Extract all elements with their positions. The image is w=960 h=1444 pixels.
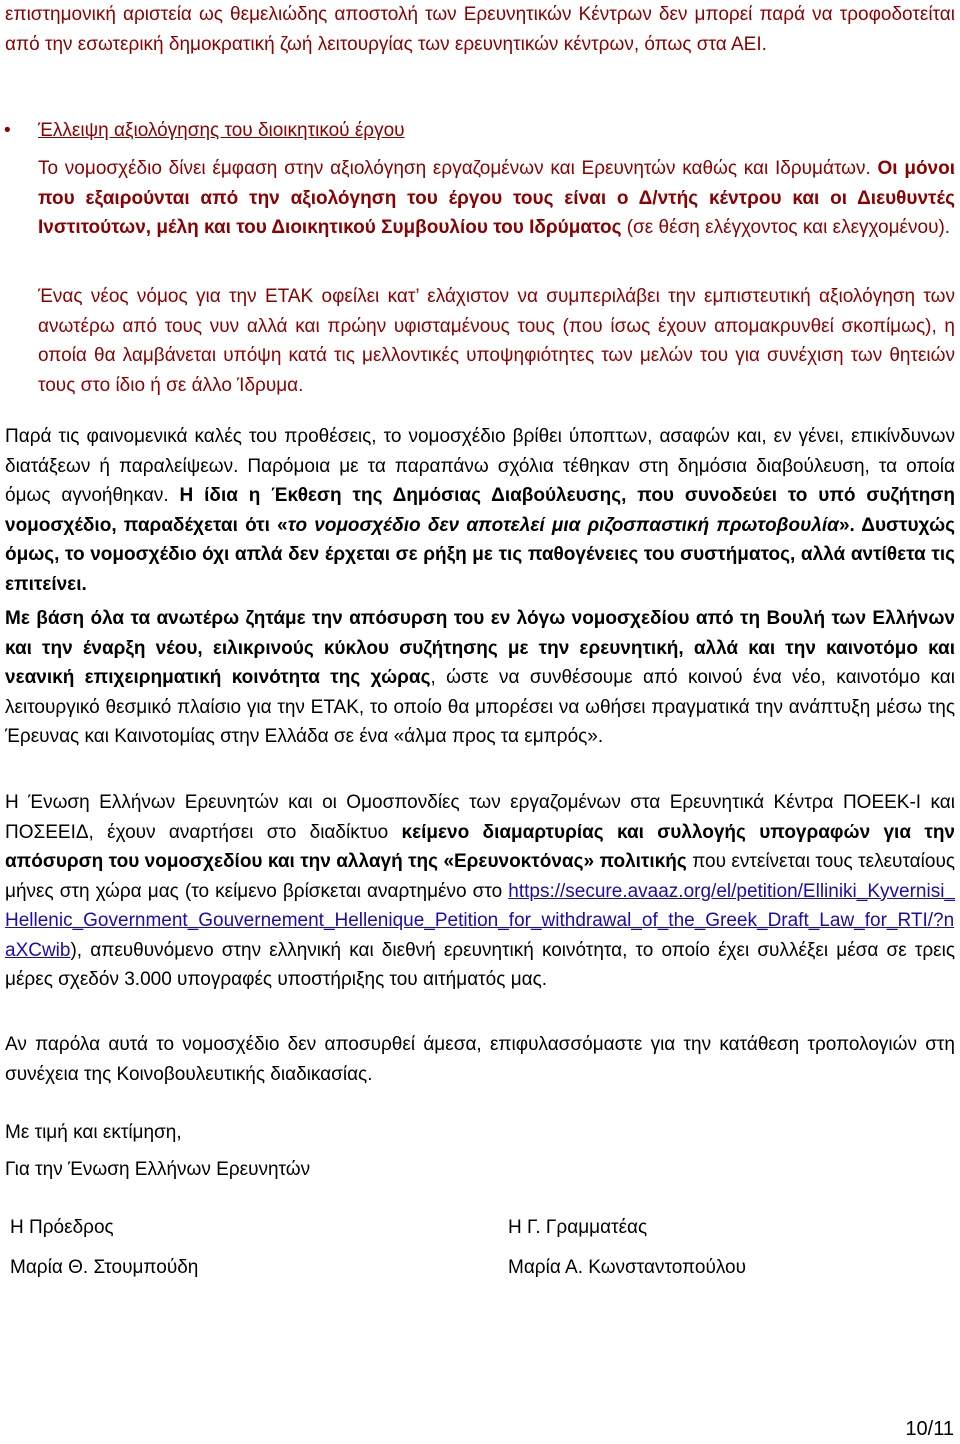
para1-bold-italic: το νομοσχέδιο δεν αποτελεί μια ριζοσπαστική πρωτοβουλία — [287, 514, 839, 536]
bullet-heading-text: Έλλειψη αξιολόγησης του διοικητικού έργου — [38, 120, 405, 141]
bullet-p1-end: (σε θέση ελέγχοντος και ελεγχομένου). — [626, 217, 951, 238]
petition-link[interactable]: https://secure.avaaz.org/el/petition/Elliniki_Kyvernisi_Hellenic_Government_Gouvernement_Hellenique_Petition_for_withdrawal_of_the_Greek_Draft_Law_for_RTI/?naXCwib — [5, 880, 955, 961]
page-number: 10/11 — [905, 1418, 954, 1440]
para2-plain: , ώστε να συνθέσουμε από κοινού ένα νέο, καινοτόμο και λειτουργικό θεσμικό πλαίσιο για την ΕΤΑΚ, το οποίο θα μπορέσει να ωθήσει πραγματικά την ανάπτυξη μέσω της Έρευνας και Καινοτομίας στην Ελλάδα σε ένα «άλμα προς τα εμπρός». — [5, 667, 955, 747]
paragraph-4: Αν παρόλα αυτά το νομοσχέδιο δεν αποσυρθεί άμεσα, επιφυλασσόμαστε για την κατάθεση τροπολογιών στη συνέχεια της Κοινοβουλευτικής διαδικασίας. — [5, 1034, 955, 1085]
para2-bold: Με βάση όλα τα ανωτέρω ζητάμε την απόσυρση του εν λόγω νομοσχεδίου από τη Βουλή των Ελλήνων και την έναρξη νέου, ειλικρινούς κύκλου συζήτησης με την ερευνητική, αλλά και την καινοτόμο και νεανική επιχειρηματική κοινότητα της χώρας — [5, 608, 955, 688]
secretary-name: Μαρία Α. Κωνσταντοπούλου — [508, 1257, 747, 1278]
para1-plain: Παρά τις φαινομενικά καλές του προθέσεις, το νομοσχέδιο βρίθει ύποπτων, ασαφών και, εν γένει, επικίνδυνων διατάξεων ή παραλείψεων. Παρόμοια με τα παραπάνω σχόλια τέθηκαν στη δημόσια διαβούλευση, τα οποία όμως αγνοήθηκαν. — [5, 426, 955, 506]
para1-bold-2: ». Δυστυχώς όμως, το νομοσχέδιο όχι απλά δεν έρχεται σε ρήξη με τις παθογένειες του συστήματος, αλλά αντίθετα τις επιτείνει. — [5, 514, 956, 595]
bullet-marker: • — [4, 120, 11, 141]
bullet-heading — [38, 116, 955, 146]
paragraph-2 — [5, 604, 955, 752]
organization-line: Για την Ένωση Ελλήνων Ερευνητών — [5, 1159, 311, 1180]
para3-plain-2: που εντείνεται τους τελευταίους μήνες στη χώρα μας (το κείμενο βρίσκεται αναρτημένο στο — [5, 851, 955, 902]
bullet-p1-plain: Το νομοσχέδιο δίνει έμφαση στην αξιολόγηση εργαζομένων και Ερευνητών καθώς και Ιδρυμάτων. — [38, 158, 871, 179]
intro-paragraph: επιστημονική αριστεία ως θεμελιώδης αποστολή των Ερευνητικών Κέντρων δεν μπορεί παρά να τροφοδοτείται από την εσωτερική δημοκρατική ζωή λειτουργίας των ερευνητικών κέντρων, όπως στα ΑΕΙ. — [5, 4, 955, 55]
para3-plain-1: Η Ένωση Ελλήνων Ερευνητών και οι Ομοσπονδίες των εργαζομένων στα Ερευνητικά Κέντρα ΠΟΕΕΚ-Ι και ΠΟΣΕΕΙΔ, έχουν αναρτήσει στο διαδίκτυο — [5, 792, 955, 843]
closing-line: Με τιμή και εκτίμηση, — [5, 1122, 182, 1143]
bullet-paragraph-1 — [38, 154, 955, 243]
paragraph-3 — [5, 788, 955, 995]
paragraph-1 — [5, 422, 955, 599]
bullet-paragraph-2: Ένας νέος νόμος για την ΕΤΑΚ οφείλει κατ’ ελάχιστον να συμπεριλάβει την εμπιστευτική αξιολόγηση των ανωτέρω από τους νυν αλλά και πρώην υφισταμένους τους (που ίσως έχουν απομακρυνθεί σκοπίμως), η οποία θα λαμβάνεται υπόψη κατά τις μελλοντικές υποψηφιότητες των μελών του για συνέχιση των θητειών τους στο ίδιο ή σε άλλο Ίδρυμα. — [38, 286, 955, 396]
secretary-role: Η Γ. Γραμματέας — [508, 1217, 648, 1238]
bullet-p1-bold: Οι μόνοι που εξαιρούνται από την αξιολόγηση του έργου τους είναι ο Δ/ντής κέντρου και οι Διευθυντές Ινστιτούτων, μέλη και του Διοικητικού Συμβουλίου του Ιδρύματος — [38, 158, 955, 238]
para3-plain-3: ), απευθυνόμενο στην ελληνική και διεθνή ερευνητική κοινότητα, το οποίο έχει συλλέξει μέσα σε τρεις μέρες σχεδόν 3.000 υπογραφές υποστήριξης του αιτήματός μας. — [5, 939, 955, 990]
president-name: Μαρία Θ. Στουμπούδη — [10, 1257, 199, 1278]
para3-bold: κείμενο διαμαρτυρίας και συλλογής υπογραφών για την απόσυρση του νομοσχεδίου και την αλλαγή της «Ερευνοκτόνας» πολιτικής — [5, 821, 955, 872]
para1-bold-1: Η ίδια η Έκθεση της Δημόσιας Διαβούλευσης, που συνοδεύει το υπό συζήτηση νομοσχέδιο, παραδέχεται ότι « — [5, 485, 956, 536]
president-role: Η Πρόεδρος — [10, 1217, 114, 1238]
